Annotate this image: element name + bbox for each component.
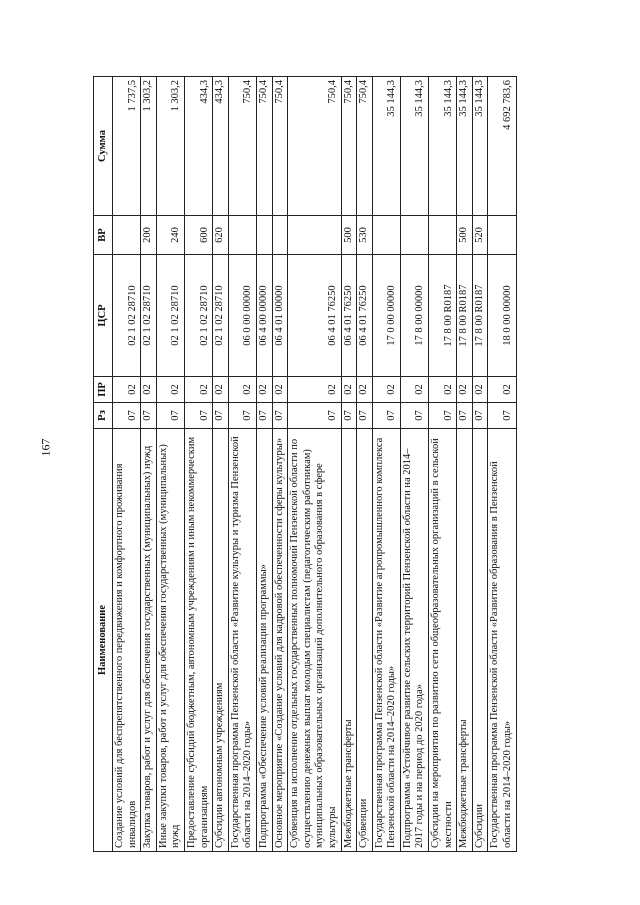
header-sum: Сумма	[94, 77, 113, 216]
table-row	[156, 77, 184, 852]
rotated-budget-table-container	[93, 77, 548, 852]
row-sum: 35 144,3	[472, 77, 488, 216]
row-rz: 07	[357, 403, 373, 429]
header-rz: Рз	[94, 403, 113, 429]
row-name: Государственная программа Пензенской области «Развитие культуры и туризма Пензенской области на 2014–2020 годы»	[228, 429, 256, 852]
row-vr: 500	[457, 216, 473, 255]
row-pr: 02	[472, 377, 488, 403]
row-name: Субвенция на исполнение отдельных государственных полномочий Пензенской области по осуществлению денежных выплат молодым специалистам (педагогическим работникам) муниципальных образовательных организаций дополнительного образования в сфере культуры	[288, 429, 341, 852]
header-vr: ВР	[94, 216, 113, 255]
row-csr: 06 4 01 76250	[341, 255, 357, 377]
row-name: Подпрограмма «Устойчивое развитие сельских территорий Пензенской области на 2014–2017 годы и на период до 2020 года»	[400, 429, 428, 852]
row-rz: 07	[341, 403, 357, 429]
row-vr	[256, 216, 272, 255]
row-name: Основное мероприятие «Создание условий для кадровой обеспеченности сферы культуры»	[272, 429, 288, 852]
row-vr	[488, 216, 516, 255]
row-vr	[429, 216, 457, 255]
row-sum: 434,3	[184, 77, 212, 216]
row-rz: 07	[429, 403, 457, 429]
row-pr: 02	[272, 377, 288, 403]
table-row	[213, 77, 229, 852]
table-row	[228, 77, 256, 852]
row-pr: 02	[156, 377, 184, 403]
row-name: Государственная программа Пензенской области «Развитие образования в Пензенской области на 2014–2020 годы»	[488, 429, 516, 852]
row-csr: 17 8 00 00000	[400, 255, 428, 377]
row-pr: 02	[256, 377, 272, 403]
table-row	[357, 77, 373, 852]
page-number: 167	[38, 438, 53, 457]
table-row	[372, 77, 400, 852]
row-pr: 02	[457, 377, 473, 403]
table-row	[113, 77, 141, 852]
row-csr: 06 4 01 00000	[272, 255, 288, 377]
row-pr: 02	[213, 377, 229, 403]
row-sum: 750,4	[357, 77, 373, 216]
row-csr: 17 8 00 R0187	[429, 255, 457, 377]
row-name: Субвенции	[357, 429, 373, 852]
row-csr: 02 1 02 28710	[141, 255, 157, 377]
row-rz: 07	[141, 403, 157, 429]
row-name: Создание условий для беспрепятственного передвижения и комфортного проживания инвалидов	[113, 429, 141, 852]
row-rz: 07	[472, 403, 488, 429]
row-pr: 02	[357, 377, 373, 403]
row-name: Субсидии	[472, 429, 488, 852]
row-sum: 35 144,3	[457, 77, 473, 216]
row-sum: 4 692 783,6	[488, 77, 516, 216]
row-sum: 750,4	[288, 77, 341, 216]
row-pr: 02	[372, 377, 400, 403]
table-row	[429, 77, 457, 852]
row-sum: 750,4	[256, 77, 272, 216]
table-row	[184, 77, 212, 852]
row-name: Подпрограмма «Обеспечение условий реализации программы»	[256, 429, 272, 852]
table-header-row	[94, 77, 113, 852]
row-rz: 07	[272, 403, 288, 429]
row-vr	[228, 216, 256, 255]
row-csr: 17 8 00 R0187	[457, 255, 473, 377]
row-vr: 600	[184, 216, 212, 255]
row-sum: 35 144,3	[372, 77, 400, 216]
table-row	[256, 77, 272, 852]
table-row	[141, 77, 157, 852]
table-body	[113, 77, 517, 852]
row-pr: 02	[141, 377, 157, 403]
row-csr: 02 1 02 28710	[113, 255, 141, 377]
row-csr: 17 8 00 R0187	[472, 255, 488, 377]
row-vr	[113, 216, 141, 255]
row-pr: 02	[400, 377, 428, 403]
row-csr: 02 1 02 28710	[213, 255, 229, 377]
row-rz: 07	[256, 403, 272, 429]
row-rz: 07	[113, 403, 141, 429]
row-sum: 1 303,2	[156, 77, 184, 216]
row-sum: 35 144,3	[429, 77, 457, 216]
row-pr: 02	[429, 377, 457, 403]
row-vr	[372, 216, 400, 255]
row-pr: 02	[288, 377, 341, 403]
row-sum: 750,4	[272, 77, 288, 216]
row-vr	[400, 216, 428, 255]
row-vr: 500	[341, 216, 357, 255]
row-pr: 02	[184, 377, 212, 403]
row-sum: 35 144,3	[400, 77, 428, 216]
table-row	[272, 77, 288, 852]
row-sum: 750,4	[341, 77, 357, 216]
row-name: Предоставление субсидий бюджетным, автономным учреждениям и иным некоммерческим организациям	[184, 429, 212, 852]
row-sum: 750,4	[228, 77, 256, 216]
row-rz: 07	[228, 403, 256, 429]
row-vr	[272, 216, 288, 255]
table-row	[400, 77, 428, 852]
row-csr: 06 4 01 76250	[357, 255, 373, 377]
row-rz: 07	[372, 403, 400, 429]
budget-table	[93, 76, 517, 852]
row-csr: 17 0 00 00000	[372, 255, 400, 377]
header-csr: ЦСР	[94, 255, 113, 377]
row-vr: 240	[156, 216, 184, 255]
row-rz: 07	[184, 403, 212, 429]
row-csr: 06 4 00 00000	[256, 255, 272, 377]
header-name: Наименование	[94, 429, 113, 852]
row-name: Межбюджетные трансферты	[341, 429, 357, 852]
row-sum: 1 303,2	[141, 77, 157, 216]
header-pr: ПР	[94, 377, 113, 403]
row-pr: 02	[228, 377, 256, 403]
row-sum: 434,3	[213, 77, 229, 216]
table-row	[488, 77, 516, 852]
row-pr: 02	[113, 377, 141, 403]
row-rz: 07	[288, 403, 341, 429]
row-name: Иные закупки товаров, работ и услуг для обеспечения государственных (муниципальных) нужд	[156, 429, 184, 852]
row-rz: 07	[213, 403, 229, 429]
row-vr: 520	[472, 216, 488, 255]
row-csr: 18 0 00 00000	[488, 255, 516, 377]
row-csr: 02 1 02 28710	[156, 255, 184, 377]
table-row	[341, 77, 357, 852]
row-rz: 07	[400, 403, 428, 429]
row-vr: 200	[141, 216, 157, 255]
row-name: Субсидии автономным учреждениям	[213, 429, 229, 852]
row-vr	[288, 216, 341, 255]
row-pr: 02	[341, 377, 357, 403]
row-csr: 06 4 01 76250	[288, 255, 341, 377]
row-name: Субсидии на мероприятия по развитию сети общеобразовательных организаций в сельской местности	[429, 429, 457, 852]
table-row	[457, 77, 473, 852]
row-name: Государственная программа Пензенской области «Развитие агропромышленного комплекса Пензенской области на 2014–2020 годы»	[372, 429, 400, 852]
table-row	[472, 77, 488, 852]
row-vr: 620	[213, 216, 229, 255]
row-vr: 530	[357, 216, 373, 255]
row-name: Закупка товаров, работ и услуг для обеспечения государственных (муниципальных) нужд	[141, 429, 157, 852]
row-rz: 07	[156, 403, 184, 429]
row-pr: 02	[488, 377, 516, 403]
row-rz: 07	[488, 403, 516, 429]
row-csr: 02 1 02 28710	[184, 255, 212, 377]
row-name: Межбюджетные трансферты	[457, 429, 473, 852]
row-rz: 07	[457, 403, 473, 429]
row-sum: 1 737,5	[113, 77, 141, 216]
table-row	[288, 77, 341, 852]
row-csr: 06 0 00 00000	[228, 255, 256, 377]
